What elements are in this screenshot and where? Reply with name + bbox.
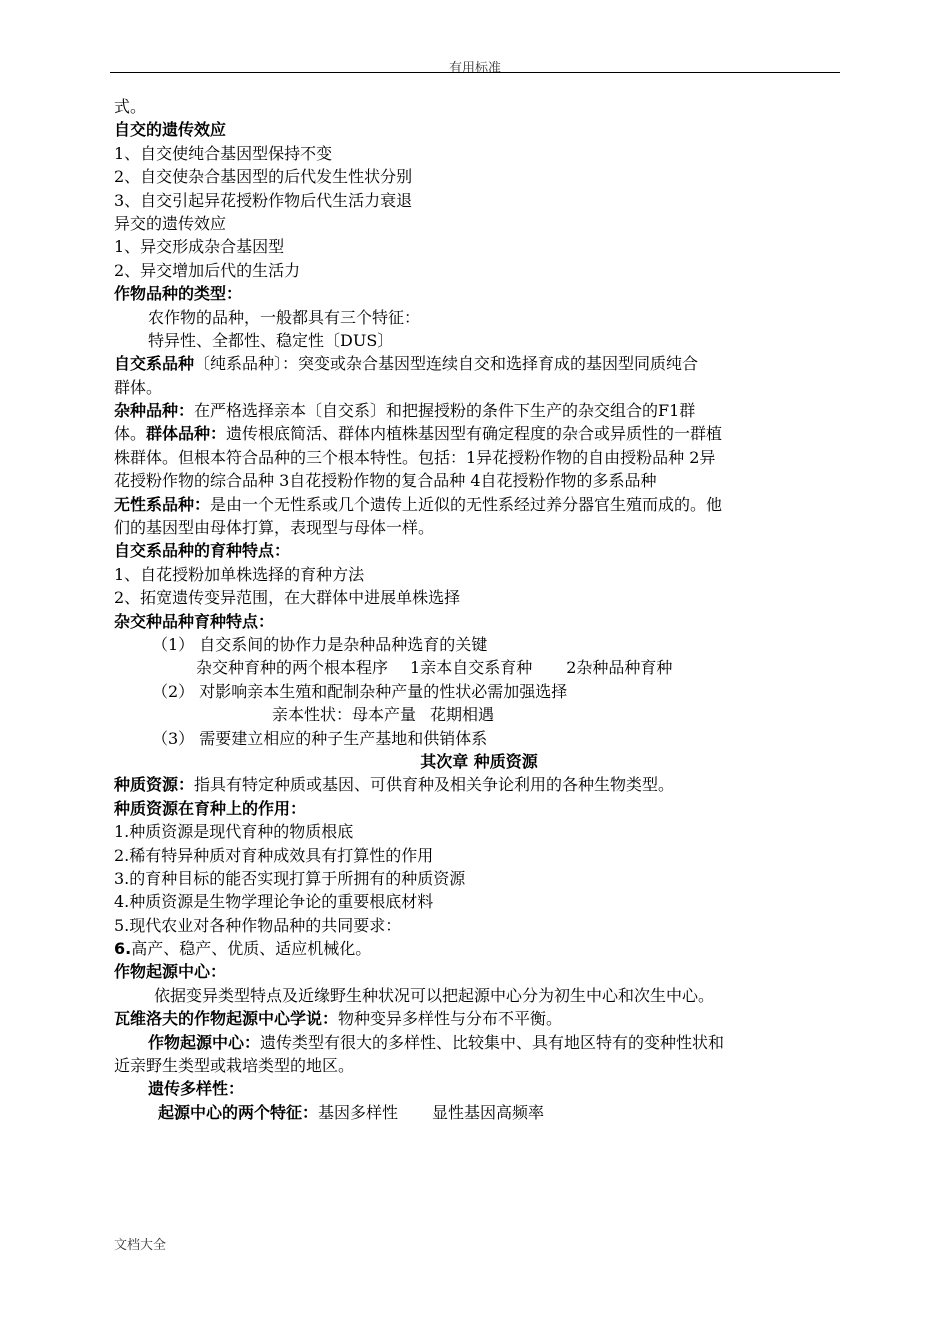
list-item: 2、异交增加后代的生活力 (114, 260, 301, 280)
text-span: 1亲本自交系育种 (410, 658, 533, 678)
text-line (114, 399, 844, 422)
term: 群体品种： (146, 424, 227, 444)
term: 杂种品种： (114, 401, 195, 421)
text-line: 们的基因型由母体打算，表现型与母体一样。 (114, 518, 435, 538)
list-item: 1、自交使纯合基因型保持不变 (114, 143, 333, 163)
text-line (114, 656, 844, 679)
definition: 指具有特定种质或基因、可供育种及相关争论利用的各种生物类型。 (194, 775, 675, 795)
text-span: 2杂种品种育种 (566, 658, 673, 678)
text-line (114, 703, 844, 726)
definition: 物种变异多样性与分布不平衡。 (338, 1009, 563, 1029)
list-item: （3） 需要建立相应的种子生产基地和供销体系 (152, 728, 488, 748)
text-line: 依据变异类型特点及近缘野生种状况可以把起源中心分为初生中心和次生中心。 (154, 985, 715, 1005)
section-heading: 作物起源中心： (114, 962, 227, 982)
list-item: 1、自花授粉加单株选择的育种方法 (114, 564, 365, 584)
text-span: 显性基因高频率 (432, 1102, 545, 1122)
definition: 遗传根底简活、群体内植株基因型有确定程度的杂合或异质性的一群植 (226, 424, 723, 444)
header-rule (110, 72, 840, 73)
list-item: （2） 对影响亲本生殖和配制杂种产量的性状必需加强选择 (152, 681, 568, 701)
text-line (114, 493, 844, 516)
definition: 〔纯系品种〕：突变或杂合基因型连续自交和选择育成的基因型同质纯合 (194, 354, 699, 374)
text-line: 群体。 (114, 377, 163, 397)
list-item: 5.现代农业对各种作物品种的共同要求： (114, 915, 402, 935)
term: 自交系品种 (114, 354, 195, 374)
text-span: 杂交种育种的两个根本程序 (196, 658, 389, 678)
term: 起源中心的两个特征： (158, 1102, 319, 1122)
section-heading: 作物品种的类型： (114, 284, 243, 304)
list-item: （1） 自交系间的协作力是杂种品种选育的关键 (152, 634, 488, 654)
list-item: 2.稀有特异种质对育种成效具有打算性的作用 (114, 845, 434, 865)
list-item: 2、拓宽遗传变异范围，在大群体中进展单株选择 (114, 588, 461, 608)
text-line (114, 773, 844, 796)
definition: 是由一个无性系或几个遗传上近似的无性系经过养分器官生殖而成的。他 (210, 494, 723, 514)
text-line: 株群体。但根本符合品种的三个根本特性。包括：1异花授粉作物的自由授粉品种 2异 (114, 447, 716, 467)
chapter-title: 其次章 种质资源 (420, 751, 538, 771)
list-item: 2、自交使杂合基因型的后代发生性状分别 (114, 167, 413, 187)
text-line (114, 1101, 844, 1124)
text-line: 农作物的品种，一般都具有三个特征： (148, 307, 421, 327)
definition: 遗传类型有很大的多样性、比较集中、具有地区特有的变种性状和 (260, 1032, 725, 1052)
text-span: 体。 (114, 424, 147, 444)
list-item: 3、自交引起异花授粉作物后代生活力衰退 (114, 190, 413, 210)
term: 作物起源中心： (148, 1032, 261, 1052)
list-item: 4.种质资源是生物学理论争论的重要根底材料 (114, 892, 434, 912)
text-span: 高产、稳产、优质、适应机械化。 (131, 939, 372, 959)
page-footer: 文档大全 (114, 1238, 167, 1253)
section-heading: 遗传多样性： (148, 1079, 245, 1099)
text-line: 式。 (114, 97, 147, 116)
list-item (114, 937, 844, 960)
text-line (114, 1007, 844, 1030)
term: 瓦维洛夫的作物起源中心学说： (114, 1009, 339, 1029)
text-span: 6. (114, 939, 132, 959)
definition: 在严格选择亲本〔自交系〕和把握授粉的条件下生产的杂交组合的F1群 (194, 401, 696, 421)
section-heading: 自交的遗传效应 (114, 120, 227, 140)
page-header: 有用标准 (448, 61, 501, 76)
section-heading: 自交系品种的育种特点： (114, 541, 291, 561)
document-body (114, 95, 844, 1124)
text-line: 近亲野生类型或栽培类型的地区。 (114, 1056, 355, 1076)
section-heading: 杂交种品种育种特点： (114, 611, 275, 631)
term: 种质资源： (114, 775, 195, 795)
text-line: 特异性、全都性、稳定性〔DUS〕 (148, 330, 394, 350)
section-heading: 异交的遗传效应 (114, 213, 227, 233)
text-line (114, 1031, 844, 1054)
text-line (114, 422, 844, 445)
term: 无性系品种： (114, 494, 211, 514)
list-item: 3.的育种目标的能否实现打算于所拥有的种质资源 (114, 868, 466, 888)
text-span: 亲本性状：母本产量 (272, 705, 417, 725)
text-line: 花授粉作物的综合品种 3自花授粉作物的复合品种 4自花授粉作物的多系品种 (114, 471, 657, 491)
list-item: 1、异交形成杂合基因型 (114, 237, 285, 257)
text-line (114, 352, 844, 375)
text-span: 基因多样性 (318, 1102, 399, 1122)
section-heading: 种质资源在育种上的作用： (114, 798, 307, 818)
list-item: 1.种质资源是现代育种的物质根底 (114, 822, 354, 842)
text-span: 花期相遇 (430, 705, 495, 725)
